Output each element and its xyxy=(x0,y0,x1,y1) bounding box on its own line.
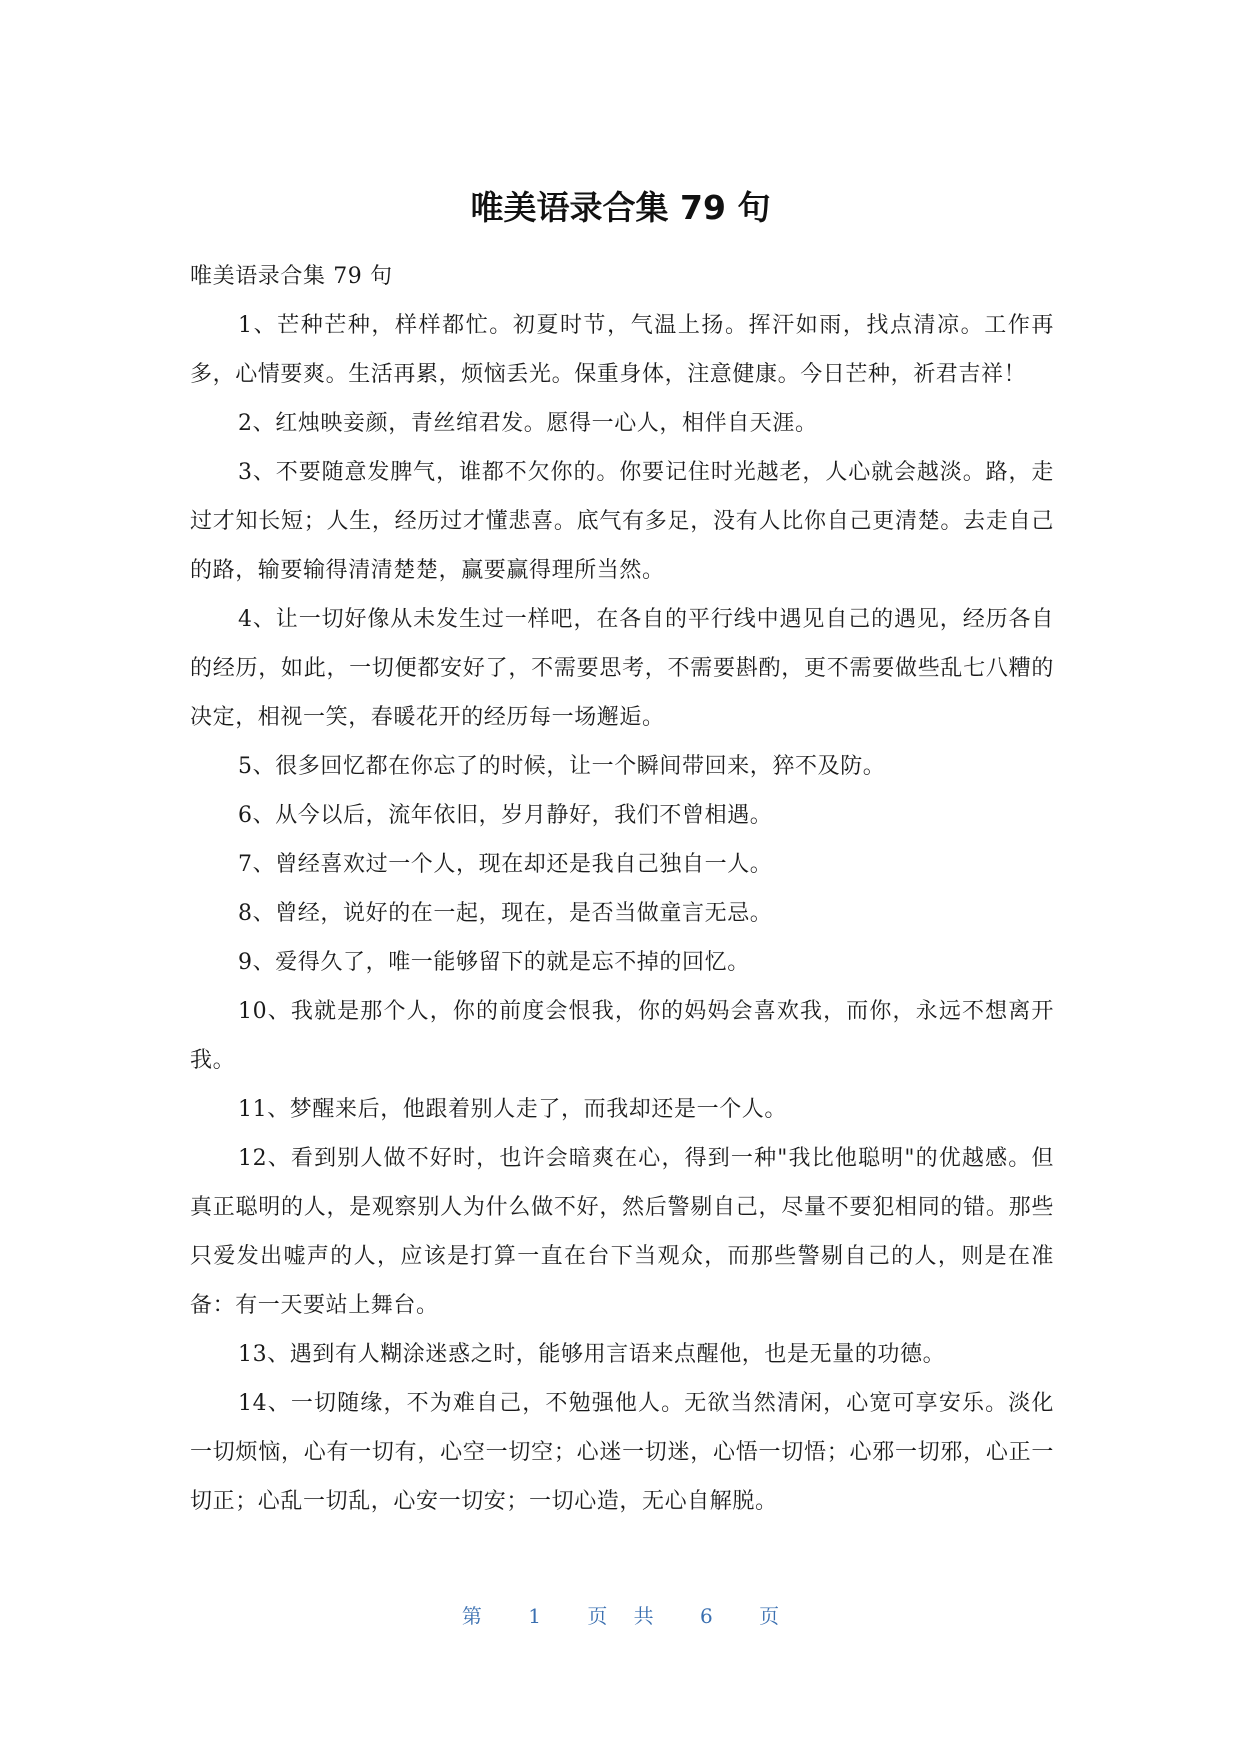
quote-item-11: 11、梦醒来后，他跟着别人走了，而我却还是一个人。 xyxy=(238,1097,787,1122)
quote-item-1: 1、芒种芒种，样样都忙。初夏时节，气温上扬。挥汗如雨，找点清凉。工作再多，心情要爽。生活再累，烦恼丢光。保重身体，注意健康。今日芒种，祈君吉祥！ xyxy=(190,313,1054,387)
quote-item-8: 8、曾经，说好的在一起，现在，是否当做童言无忌。 xyxy=(238,901,773,926)
page-footer xyxy=(0,1602,1241,1630)
document-body xyxy=(190,252,1054,1526)
page-label-suffix: 页 xyxy=(759,1604,780,1628)
quote-item-9: 9、爱得久了，唯一能够留下的就是忘不掉的回忆。 xyxy=(238,950,750,975)
quote-item-3: 3、不要随意发脾气，谁都不欠你的。你要记住时光越老，人心就会越淡。路，走过才知长短；人生，经历过才懂悲喜。底气有多足，没有人比你自己更清楚。去走自己的路，输要输得清清楚楚，赢要赢得理所当然。 xyxy=(190,460,1054,583)
quote-item-10: 10、我就是那个人，你的前度会恨我，你的妈妈会喜欢我，而你，永远不想离开我。 xyxy=(190,999,1054,1073)
quote-item-5: 5、很多回忆都在你忘了的时候，让一个瞬间带回来，猝不及防。 xyxy=(238,754,886,779)
quote-item-12: 12、看到别人做不好时，也许会暗爽在心，得到一种"我比他聪明"的优越感。但真正聪明的人，是观察别人为什么做不好，然后警剔自己，尽量不要犯相同的错。那些只爱发出嘘声的人，应该是打算一直在台下当观众，而那些警剔自己的人，则是在准备：有一天要站上舞台。 xyxy=(190,1146,1054,1318)
quote-item-13: 13、遇到有人糊涂迷惑之时，能够用言语来点醒他，也是无量的功德。 xyxy=(238,1342,946,1367)
document-subtitle: 唯美语录合集 79 句 xyxy=(190,264,393,289)
total-pages-number: 6 xyxy=(700,1604,713,1628)
current-page-number: 1 xyxy=(528,1604,541,1628)
quote-item-14: 14、一切随缘，不为难自己，不勉强他人。无欲当然清闲，心宽可享安乐。淡化一切烦恼，心有一切有，心空一切空；心迷一切迷，心悟一切悟；心邪一切邪，心正一切正；心乱一切乱，心安一切安；一切心造，无心自解脱。 xyxy=(190,1391,1054,1514)
page-title: 唯美语录合集 79 句 xyxy=(470,188,771,227)
page-label-prefix: 第 xyxy=(461,1604,482,1628)
quote-item-7: 7、曾经喜欢过一个人，现在却还是我自己独自一人。 xyxy=(238,852,773,877)
quote-item-2: 2、红烛映妾颜，青丝绾君发。愿得一心人，相伴自天涯。 xyxy=(238,411,818,436)
quote-item-4: 4、让一切好像从未发生过一样吧，在各自的平行线中遇见自己的遇见，经历各自的经历，如此，一切便都安好了，不需要思考，不需要斟酌，更不需要做些乱七八糟的决定，相视一笑，春暖花开的经历每一场邂逅。 xyxy=(190,607,1054,730)
page-label-mid: 页 共 xyxy=(587,1604,654,1628)
quote-item-6: 6、从今以后，流年依旧，岁月静好，我们不曾相遇。 xyxy=(238,803,773,828)
